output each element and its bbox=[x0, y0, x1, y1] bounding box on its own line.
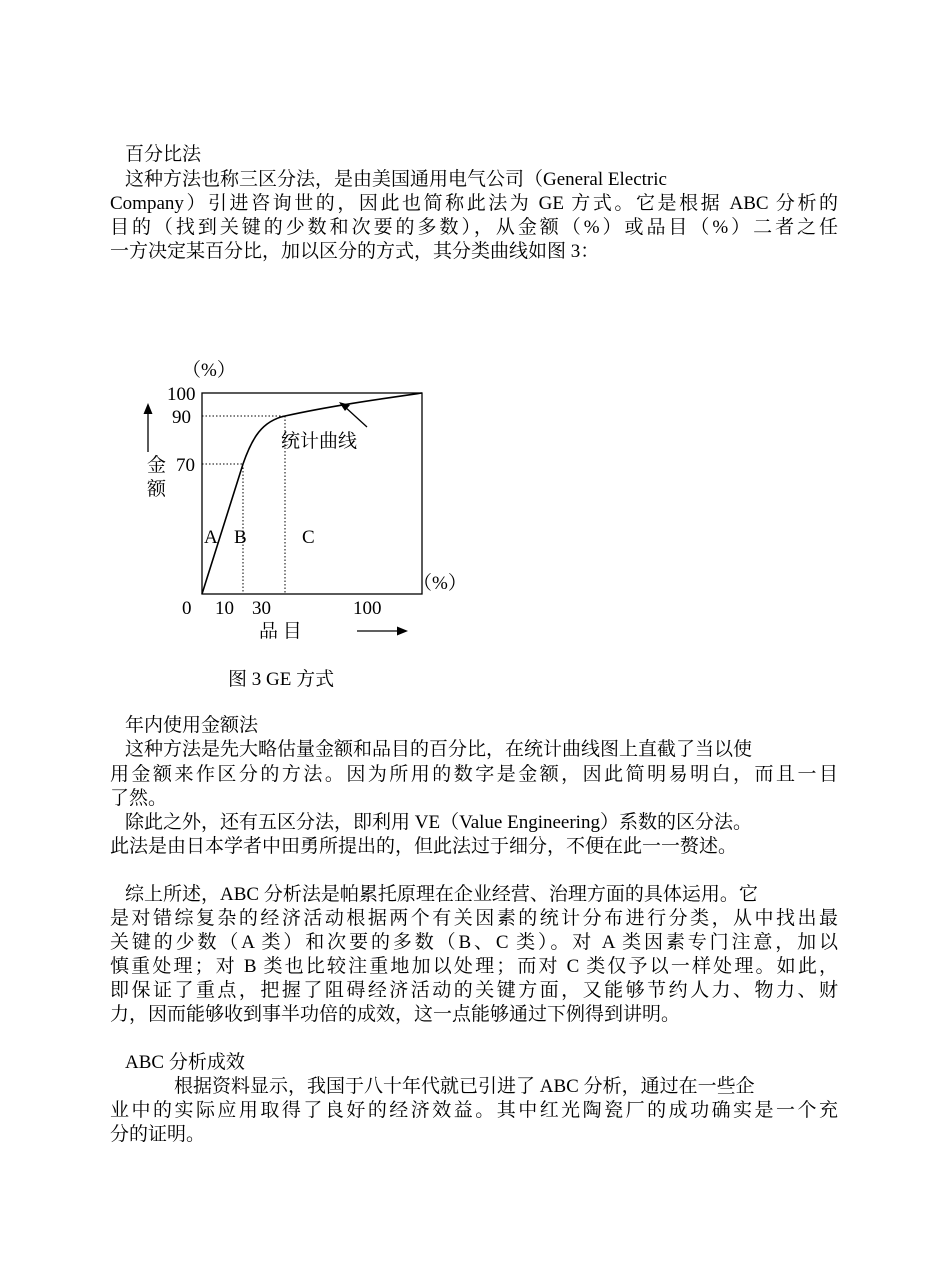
section-heading-annual-amount-method: 年内使用金额法 bbox=[125, 715, 259, 736]
curve-label: 统计曲线 bbox=[281, 431, 358, 452]
section-heading-percentage-method: 百分比法 bbox=[125, 144, 202, 165]
paragraph-line: 除此之外，还有五区分法，即利用 VE（Value Engineering）系数的区分法。 bbox=[125, 812, 752, 833]
y-tick-label: 90 bbox=[172, 407, 191, 428]
x-axis-arrowhead bbox=[397, 627, 408, 636]
x-tick-label: 10 bbox=[215, 598, 234, 619]
paragraph-line: 用金额来作区分的方法。因为所用的数字是金额，因此简明易明白，而且一目 bbox=[110, 764, 838, 785]
figure-caption: 图 3 GE 方式 bbox=[228, 669, 335, 690]
y-tick-label: 100 bbox=[167, 384, 196, 405]
x-axis-unit: （%） bbox=[413, 573, 467, 594]
paragraph-line: 即保证了重点，把握了阻碍经济活动的关键方面，又能够节约人力、物力、财 bbox=[110, 980, 838, 1001]
x-tick-label: 0 bbox=[182, 598, 192, 619]
paragraph-line: 慎重处理；对 B 类也比较注重地加以处理；而对 C 类仅予以一样处理。如此， bbox=[110, 956, 838, 977]
region-label-b: B bbox=[234, 527, 247, 548]
paragraph-line: 业中的实际应用取得了良好的经济效益。其中红光陶瓷厂的成功确实是一个充 bbox=[110, 1100, 838, 1121]
y-tick-label: 70 bbox=[176, 455, 195, 476]
paragraph-line: 了然。 bbox=[110, 788, 168, 809]
paragraph-line: 这种方法也称三区分法，是由美国通用电气公司（General Electric bbox=[125, 169, 667, 190]
y-axis-arrowhead bbox=[144, 403, 153, 414]
section-heading-abc-results: ABC 分析成效 bbox=[125, 1052, 245, 1073]
paragraph-line: 一方决定某百分比，加以区分的方式，其分类曲线如图 3： bbox=[110, 241, 600, 262]
paragraph-line: 此法是由日本学者中田勇所提出的，但此法过于细分，不便在此一一赘述。 bbox=[110, 836, 738, 857]
paragraph-line: Company）引进咨询世的，因此也简称此法为 GE 方式。它是根据 ABC 分析的 bbox=[110, 193, 838, 214]
statistical-curve bbox=[202, 393, 422, 594]
paragraph-line: 是对错综复杂的经济活动根据两个有关因素的统计分布进行分类，从中找出最 bbox=[110, 908, 838, 929]
x-tick-label: 30 bbox=[252, 598, 271, 619]
paragraph-line: 这种方法是先大略估量金额和品目的百分比，在统计曲线图上直截了当以使 bbox=[125, 739, 753, 760]
x-axis-label: 品 目 bbox=[259, 621, 302, 642]
y-axis-label: 额 bbox=[147, 479, 167, 500]
region-label-a: A bbox=[204, 527, 218, 548]
y-axis-unit: （%） bbox=[182, 360, 236, 381]
paragraph-line: 力，因而能够收到事半功倍的成效，这一点能够通过下例得到讲明。 bbox=[110, 1004, 681, 1025]
chart-frame bbox=[202, 393, 422, 594]
paragraph-line: 根据资料显示，我国于八十年代就已引进了 ABC 分析，通过在一些企 bbox=[174, 1076, 755, 1097]
paragraph-line: 关键的少数（A 类）和次要的多数（B、C 类）。对 A 类因素专门注意，加以 bbox=[110, 932, 838, 953]
curve-pointer-arrow bbox=[344, 406, 367, 427]
x-tick-label: 100 bbox=[353, 598, 382, 619]
paragraph-line: 综上所述，ABC 分析法是帕累托原理在企业经营、治理方面的具体运用。它 bbox=[125, 884, 758, 905]
paragraph-line: 目的（找到关键的少数和次要的多数），从金额（%）或品目（%）二者之任 bbox=[110, 217, 838, 238]
paragraph-line: 分的证明。 bbox=[110, 1124, 206, 1145]
y-axis-label: 金 bbox=[147, 455, 167, 476]
region-label-c: C bbox=[302, 527, 315, 548]
